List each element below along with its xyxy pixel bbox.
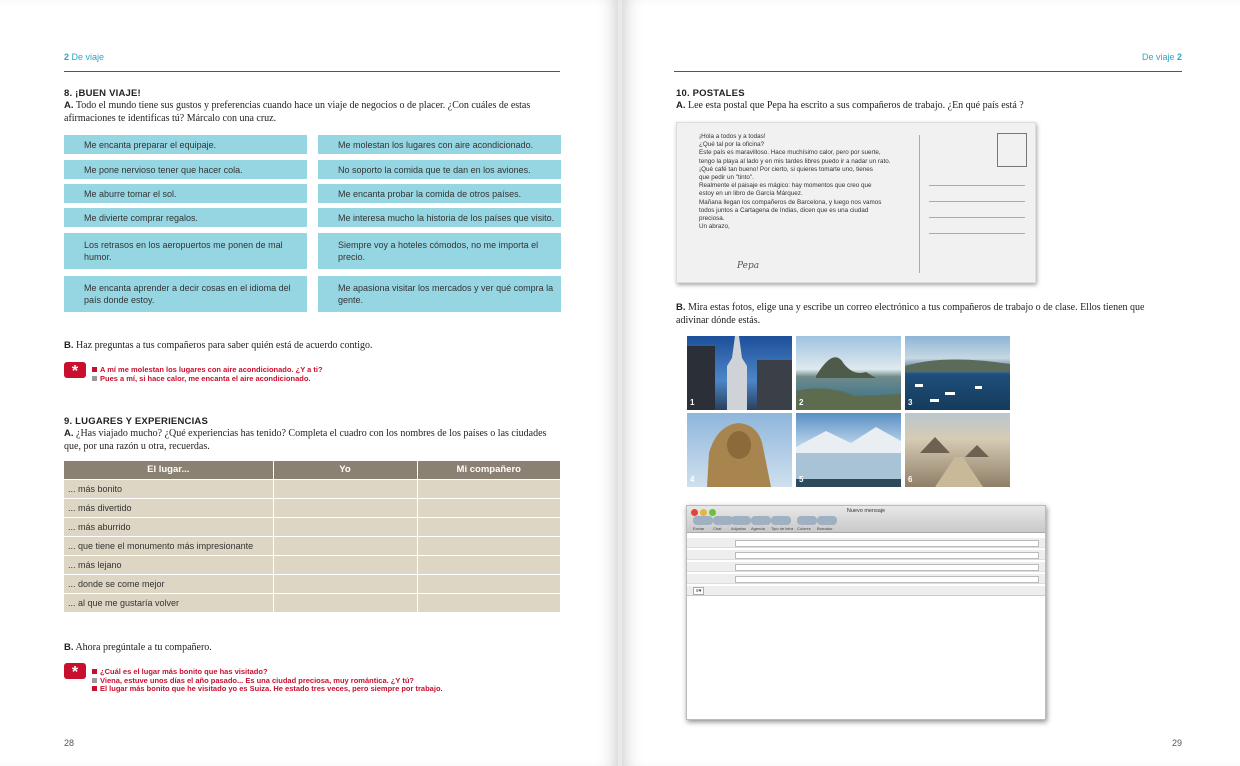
cell-partner[interactable] — [417, 479, 560, 498]
postcard-line: ¡Qué café tan bueno! Por cierto, si quieres tomarte uno, tienes — [699, 165, 873, 173]
ex9-a-label: A. — [64, 428, 74, 439]
dialogue-text: A mí me molestan los lugares con aire acondicionado. ¿Y a ti? — [100, 365, 323, 374]
photo-skyscraper — [687, 336, 792, 410]
address-line — [929, 233, 1025, 234]
postcard-line: Realmente el paisaje es mágico: hay momentos que creo que — [699, 182, 872, 190]
postcard-line: tengo la playa al lado y en mis tardes libres puedo ir a nadar un rato. — [699, 157, 891, 165]
cell-partner[interactable] — [417, 574, 560, 593]
row-label: ... donde se come mejor — [64, 574, 273, 593]
cell-partner[interactable] — [417, 555, 560, 574]
photo-number: 3 — [908, 398, 913, 407]
format-bar — [687, 586, 1045, 596]
email-body[interactable] — [687, 597, 1045, 719]
speech-star-icon: * — [64, 362, 86, 378]
photo-ruins — [905, 413, 1010, 487]
ex10-b-label: B. — [676, 302, 686, 313]
chapter-title: De viaje — [71, 52, 105, 62]
ex10-b-instruction — [676, 302, 1176, 327]
statement-cell[interactable]: Me encanta aprender a decir cosas en el idioma del país donde estoy. — [64, 276, 307, 312]
toolbar-button[interactable] — [751, 516, 771, 525]
ex10-a-label: A. — [676, 100, 686, 111]
photo-bay — [796, 336, 901, 410]
postcard-line: preciosa. — [699, 215, 725, 223]
row-label: ... más lejano — [64, 555, 273, 574]
bullet-square-icon — [92, 678, 97, 683]
statement-cell[interactable]: Los retrasos en los aeropuertos me ponen de mal humor. — [64, 233, 307, 269]
ex8-title: 8. ¡BUEN VIAJE! — [64, 88, 141, 99]
photo-number: 2 — [799, 398, 804, 407]
statement-cell[interactable]: No soporto la comida que te dan en los aviones. — [318, 160, 561, 179]
subject-field[interactable] — [687, 562, 1045, 572]
statement-cell[interactable]: Me pone nervioso tener que hacer cola. — [64, 160, 307, 179]
harbour-icon — [905, 336, 1010, 410]
ex10-title: 10. POSTALES — [676, 88, 745, 99]
chapter-number: 2 — [64, 52, 70, 62]
table-row — [64, 555, 560, 574]
ex8-dialogue — [92, 366, 323, 383]
cell-me[interactable] — [273, 555, 417, 574]
window-title: Nuevo mensaje — [846, 508, 886, 514]
col-header-me: Yo — [273, 461, 417, 479]
toolbar-label: Colores — [797, 526, 811, 531]
pyramid-icon — [905, 413, 1010, 487]
toolbar-label: Tipo de letra — [771, 526, 794, 531]
ex9-title: 9. LUGARES Y EXPERIENCIAS — [64, 416, 209, 427]
header-rule — [674, 71, 1182, 72]
cell-partner[interactable] — [417, 517, 560, 536]
mountain-bay-icon — [796, 336, 901, 410]
cell-me[interactable] — [273, 593, 417, 612]
postcard — [676, 122, 1036, 283]
from-input[interactable] — [735, 576, 1039, 583]
toolbar-label: Adjuntar — [731, 526, 746, 531]
address-line — [929, 217, 1025, 218]
cc-input[interactable] — [735, 552, 1039, 559]
ex10-a-instruction — [676, 100, 1176, 113]
dialogue-line — [92, 685, 443, 694]
page-number: 29 — [1171, 738, 1182, 748]
ex9-a-text: ¿Has viajado mucho? ¿Qué experiencias has tenido? Completa el cuadro con los nombres de los países o las ciudades que, por una razón u otra, recuerdas. — [64, 428, 547, 452]
photo-harbour — [905, 336, 1010, 410]
glacier-icon — [796, 413, 901, 487]
cell-me[interactable] — [273, 574, 417, 593]
page-29 — [622, 0, 1240, 766]
toolbar-button[interactable] — [713, 516, 733, 525]
header-rule — [64, 71, 560, 72]
dialogue-text: El lugar más bonito que he visitado yo es Suiza. He estado tres veces, pero siempre por trabajo. — [100, 684, 443, 693]
bullet-square-icon — [92, 376, 97, 381]
photo-number: 1 — [690, 398, 695, 407]
table-row — [64, 517, 560, 536]
table-row — [64, 574, 560, 593]
dialogue-text: ¿Cuál es el lugar más bonito que has visitado? — [100, 667, 268, 676]
page-28 — [0, 0, 618, 766]
toolbar-label: Enviar — [693, 526, 705, 531]
statement-cell[interactable]: Me encanta preparar el equipaje. — [64, 135, 307, 154]
cell-partner[interactable] — [417, 593, 560, 612]
ex9-b-text: Ahora pregúntale a tu compañero. — [75, 642, 212, 653]
ex10-b-text: Mira estas fotos, elige una y escribe un correo electrónico a tus compañeros de trabajo o de clase. Ellos tienen que adivinar dónde estás. — [676, 302, 1145, 326]
bullet-square-icon — [92, 367, 97, 372]
ex9-b-label: B. — [64, 642, 74, 653]
postcard-divider — [919, 135, 920, 273]
table-row — [64, 479, 560, 498]
row-label: ... más divertido — [64, 498, 273, 517]
postcard-message — [699, 133, 919, 231]
places-table — [64, 461, 560, 612]
row-label: ... más aburrido — [64, 517, 273, 536]
ex9-a-instruction — [64, 428, 564, 453]
table-row — [64, 536, 560, 555]
cc-field[interactable] — [687, 550, 1045, 560]
postcard-line: Mañana llegan los compañeros de Barcelona, y luego nos vamos — [699, 198, 882, 206]
photo-number: 4 — [690, 475, 695, 484]
running-head — [64, 52, 104, 62]
ex9-b-instruction — [64, 642, 564, 655]
photo-number: 6 — [908, 475, 913, 484]
ex8-a-label: A. — [64, 100, 74, 111]
col-header-place: El lugar... — [64, 461, 273, 479]
page-number: 28 — [64, 738, 75, 748]
speech-star-icon: * — [64, 663, 86, 679]
toolbar-button[interactable] — [797, 516, 817, 525]
postcard-signature: Pepa — [737, 261, 760, 271]
photo-sphinx — [687, 413, 792, 487]
cell-me[interactable] — [273, 517, 417, 536]
cell-partner[interactable] — [417, 498, 560, 517]
toolbar-button[interactable] — [731, 516, 751, 525]
table-row — [64, 593, 560, 612]
ex8-b-text: Haz preguntas a tus compañeros para saber quién está de acuerdo contigo. — [76, 340, 373, 351]
cell-me[interactable] — [273, 479, 417, 498]
postcard-line: Este país es maravilloso. Hace muchísimo calor, pero por suerte, — [699, 149, 881, 157]
photo-number: 5 — [799, 475, 804, 484]
stamp-box — [997, 133, 1027, 167]
postcard-line: estoy en un libro de García Márquez. — [699, 190, 803, 198]
cell-partner[interactable] — [417, 536, 560, 555]
toolbar-button[interactable] — [693, 516, 713, 525]
toolbar-label: Agenda — [751, 526, 765, 531]
toolbar-button[interactable] — [771, 516, 791, 525]
toolbar-button[interactable] — [817, 516, 837, 525]
chapter-title: De viaje — [1141, 52, 1175, 62]
chapter-number: 2 — [1176, 52, 1182, 62]
dialogue-text: Pues a mí, si hace calor, me encanta el aire acondicionado. — [100, 373, 311, 383]
toolbar-label: Chat — [713, 526, 722, 531]
to-field[interactable] — [687, 538, 1045, 548]
ex8-a-instruction — [64, 100, 564, 125]
sphinx-icon — [687, 413, 792, 487]
row-label: ... al que me gustaría volver — [64, 593, 273, 612]
ex8-b-instruction — [64, 340, 564, 353]
postcard-line: ¿Qué tal por la oficina? — [699, 141, 765, 149]
skyscraper-icon — [687, 336, 792, 410]
dialogue-text: Viena, estuve unos días el año pasado... Es una ciudad preciosa, muy romántica. ¿Y tú? — [100, 675, 414, 685]
table-row — [64, 498, 560, 517]
to-input[interactable] — [735, 540, 1039, 547]
email-window — [686, 505, 1046, 720]
ex10-a-text: Lee esta postal que Pepa ha escrito a sus compañeros de trabajo. ¿En qué país está ? — [688, 100, 1024, 111]
postcard-line: ¡Hola a todos y a todas! — [699, 133, 766, 140]
dialogue-line — [92, 375, 323, 384]
from-field[interactable] — [687, 574, 1045, 584]
bullet-square-icon — [92, 686, 97, 691]
address-line — [929, 185, 1025, 186]
ex9-dialogue — [92, 668, 443, 694]
toolbar-label: Borrador — [817, 526, 833, 531]
bullet-square-icon — [92, 669, 97, 674]
subject-input[interactable] — [735, 564, 1039, 571]
statement-cell[interactable]: Me apasiona visitar los mercados y ver qué compra la gente. — [318, 276, 561, 312]
col-header-partner: Mi compañero — [417, 461, 560, 479]
statement-cell[interactable]: Me divierte comprar regalos. — [64, 208, 307, 227]
postcard-line: Un abrazo, — [699, 223, 730, 231]
places-table-body — [64, 479, 560, 612]
statement-cell[interactable]: Me interesa mucho la historia de los países que visito. — [318, 208, 561, 227]
cell-me[interactable] — [273, 498, 417, 517]
statement-cell[interactable]: Me molestan los lugares con aire acondicionado. — [318, 135, 561, 154]
postcard-line: todos juntos a Cartagena de Indias, dicen que es una ciudad — [699, 206, 869, 214]
statement-cell[interactable]: Me encanta probar la comida de otros países. — [318, 184, 561, 203]
ex8-b-label: B. — [64, 340, 74, 351]
postcard-line: que pedir un "tinto". — [699, 174, 754, 182]
running-head — [1142, 52, 1182, 62]
address-line — [929, 201, 1025, 202]
photo-glacier — [796, 413, 901, 487]
row-label: ... que tiene el monumento más impresionante — [64, 536, 273, 555]
statement-cell[interactable]: Me aburre tomar el sol. — [64, 184, 307, 203]
email-toolbar — [687, 506, 1045, 533]
cell-me[interactable] — [273, 536, 417, 555]
row-label: ... más bonito — [64, 479, 273, 498]
ex8-a-text: Todo el mundo tiene sus gustos y preferencias cuando hace un viaje de negocios o de placer. ¿Con cuáles de estas afirmaciones te identificas tú? Márcalo con una cruz. — [64, 100, 531, 124]
statement-cell[interactable]: Siempre voy a hoteles cómodos, no me importa el precio. — [318, 233, 561, 269]
format-menu-button[interactable]: ≡▾ — [693, 587, 704, 595]
